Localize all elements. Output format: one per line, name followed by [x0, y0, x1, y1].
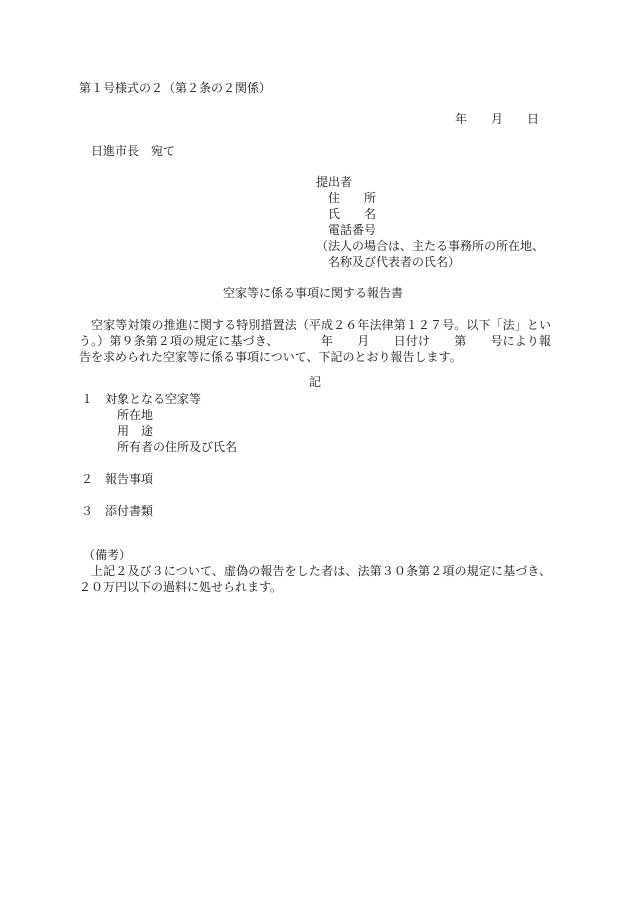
submitter-address: 住 所 — [328, 191, 377, 205]
body-text: 空家等対策の推進に関する特別措置法（平成２６年法律第１２７号。以下「法」という。）第９条第２項の規定に基づき、 年 月 日付け 第 号により報告を求められた空家等に係る事項について、下記のとおり報告します。 — [79, 318, 551, 364]
item-1-use: 用 途 — [117, 424, 154, 438]
submitter-label: 提出者 — [316, 175, 353, 189]
document-title: 空家等に係る事項に関する報告書 — [223, 286, 404, 300]
item-1-label: １ 対象となる空家等 — [81, 392, 202, 406]
item-1-owner: 所有者の住所及び氏名 — [117, 440, 238, 454]
form-number: 第１号様式の２（第２条の２関係） — [79, 81, 272, 95]
item-2-label: ２ 報告事項 — [81, 472, 154, 486]
remarks-text: 上記２及び３について、虚偽の報告をした者は、法第３０条第２項の規定に基づき、２０万円以下の過料に処せられます。 — [79, 564, 551, 594]
remarks-paragraph — [79, 563, 551, 595]
ki-heading: 記 — [309, 375, 322, 389]
date-line: 年 月 日 — [455, 112, 540, 126]
submitter-name: 氏 名 — [328, 207, 377, 221]
remarks-heading: （備考） — [83, 548, 132, 562]
submitter-note-line2: 名称及び代表者の氏名） — [328, 255, 461, 269]
item-3-label: ３ 添付書類 — [81, 504, 154, 518]
addressee: 日進市長 宛て — [91, 144, 176, 158]
submitter-phone: 電話番号 — [328, 223, 377, 237]
item-1-location: 所在地 — [117, 408, 154, 422]
submitter-note-line1: （法人の場合は、主たる事務所の所在地、 — [316, 239, 545, 253]
body-paragraph — [79, 317, 551, 365]
